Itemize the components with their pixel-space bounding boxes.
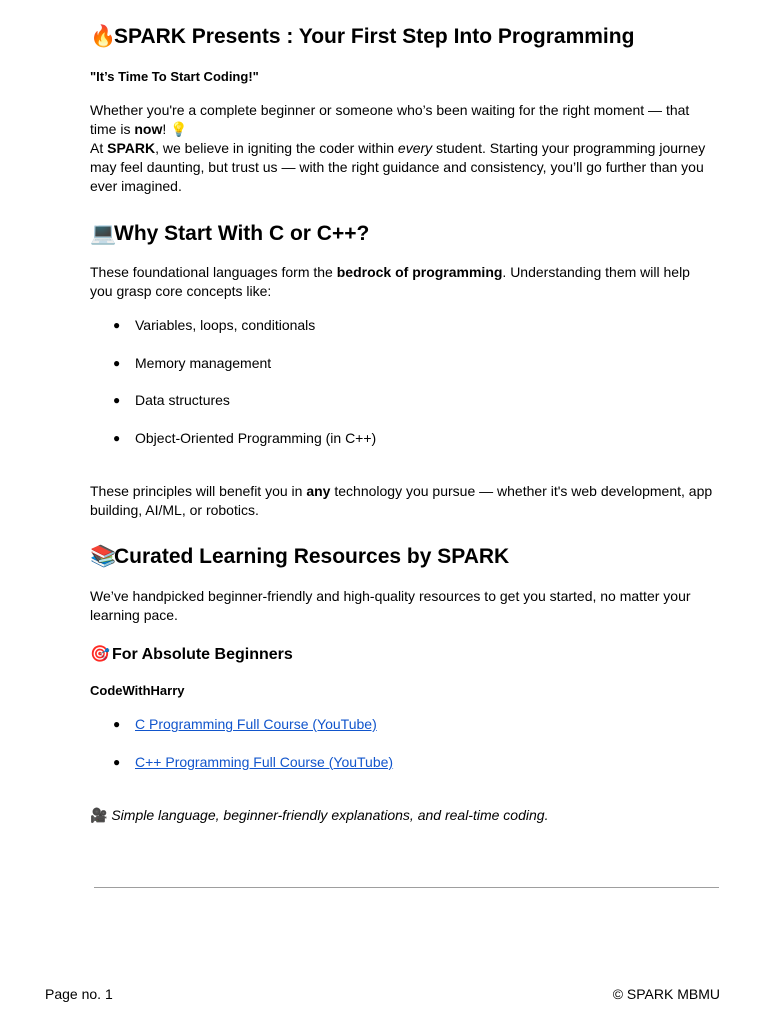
why-bold: bedrock of programming xyxy=(336,264,503,280)
principles-bold-any: any xyxy=(306,483,331,499)
page-title xyxy=(90,23,634,50)
page-title-text: SPARK Presents : Your First Step Into Programming xyxy=(114,25,635,48)
intro-bold-now: now xyxy=(134,121,163,137)
bullet: ● xyxy=(113,318,121,332)
intro-text: , we believe in igniting the coder within xyxy=(155,140,398,156)
list-item xyxy=(90,354,710,373)
intro-text: student. Starting your programming journey may feel daunting, but trust us — with the right guidance and consistency, you’ll go further than you ever imagined. xyxy=(90,140,706,194)
list-item-text: Variables, loops, conditionals xyxy=(135,317,316,333)
intro-paragraph xyxy=(90,101,715,196)
bullet: ● xyxy=(113,355,121,370)
subsection-heading-beginners xyxy=(90,644,293,665)
principles-text: technology you pursue — whether it's web development, app building, AI/ML, or robotics. xyxy=(90,483,713,518)
why-paragraph xyxy=(90,263,715,301)
intro-italic-every: every xyxy=(397,140,433,156)
resources-paragraph: We’ve handpicked beginner-friendly and high-quality resources to get you started, no matter your learning pace. xyxy=(90,588,691,623)
lightbulb-icon: 💡 xyxy=(170,121,188,137)
c-course-link[interactable]: C Programming Full Course (YouTube) xyxy=(135,716,377,732)
tagline: "It’s Time To Start Coding!" xyxy=(90,69,259,84)
cpp-course-link[interactable]: C++ Programming Full Course (YouTube) xyxy=(135,753,394,770)
books-icon: 📚 xyxy=(90,544,117,568)
list-item xyxy=(90,753,710,772)
list-item-text: Object-Oriented Programming (in C++) xyxy=(135,429,377,446)
intro-bold-spark: SPARK xyxy=(107,140,156,156)
intro-text: Whether you're a complete beginner or someone who’s been waiting for the right moment — that time is xyxy=(90,102,690,137)
principles-paragraph xyxy=(90,482,715,520)
fire-icon: 🔥 xyxy=(90,24,117,48)
list-item xyxy=(90,429,710,448)
section-heading-why xyxy=(90,220,369,247)
copyright: © SPARK MBMU xyxy=(612,986,720,1002)
target-icon: 🎯 xyxy=(90,644,110,663)
intro-text: At xyxy=(90,140,108,156)
course-note xyxy=(90,806,715,825)
intro-text: ! xyxy=(162,121,171,137)
subsection-heading-beginners-text: For Absolute Beginners xyxy=(112,646,293,663)
list-item-text: Memory management xyxy=(135,354,272,371)
course-note-text: Simple language, beginner-friendly explanations, and real-time coding. xyxy=(111,807,549,823)
list-item xyxy=(90,316,710,335)
concepts-list xyxy=(90,316,710,448)
video-camera-icon: 🎥 xyxy=(90,807,108,823)
laptop-icon: 💻 xyxy=(90,221,117,245)
list-item-text: Data structures xyxy=(135,392,230,408)
page-number: Page no. 1 xyxy=(45,986,113,1002)
why-text: These foundational languages form the xyxy=(90,264,337,280)
list-item xyxy=(90,391,710,410)
divider xyxy=(94,887,719,888)
section-heading-resources xyxy=(90,543,509,570)
beginner-links-list xyxy=(90,715,710,772)
why-text: . Understanding them will help you grasp core concepts like: xyxy=(90,264,690,299)
bullet: ● xyxy=(113,754,121,769)
bullet: ● xyxy=(113,393,121,407)
list-item xyxy=(90,715,710,734)
section-heading-why-text: Why Start With C or C++? xyxy=(114,222,370,245)
section-heading-resources-text: Curated Learning Resources by SPARK xyxy=(114,545,510,568)
principles-text: These principles will benefit you in xyxy=(90,483,307,499)
source-name: CodeWithHarry xyxy=(90,683,185,698)
bullet: ● xyxy=(113,430,121,445)
bullet: ● xyxy=(113,717,121,731)
